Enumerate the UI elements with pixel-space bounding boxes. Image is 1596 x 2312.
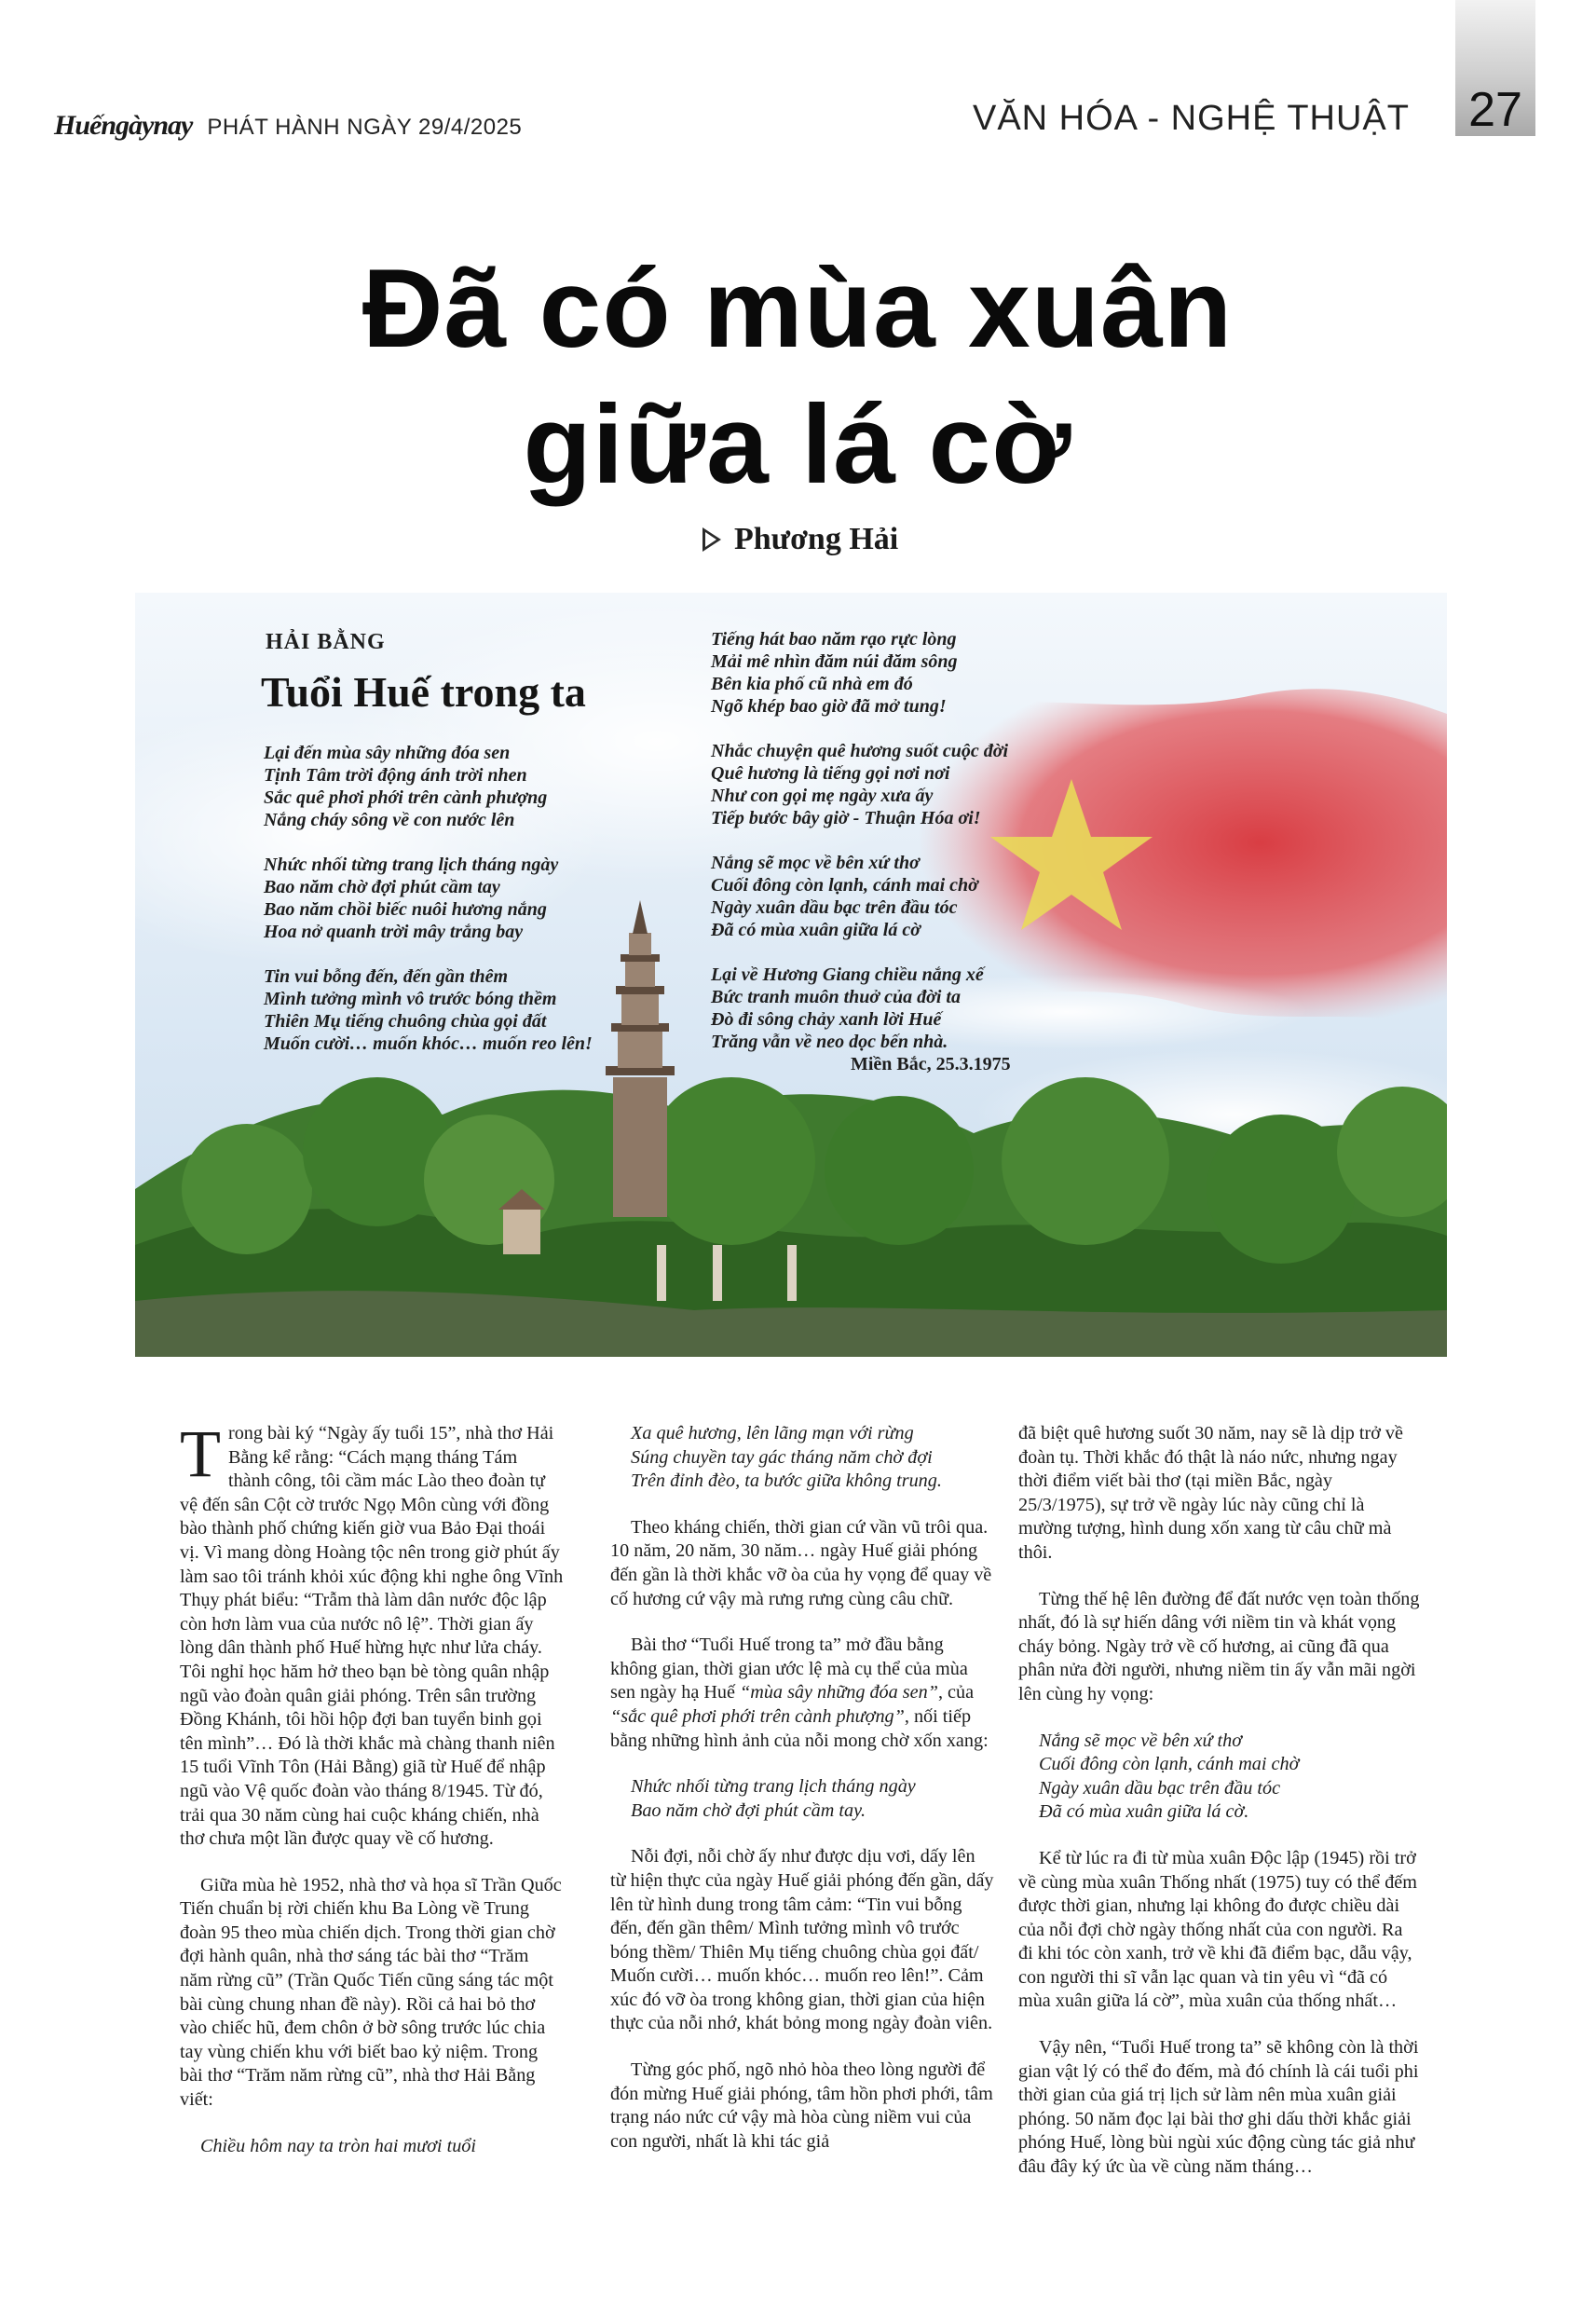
section-name: VĂN HÓA - NGHỆ THUẬT — [972, 99, 1410, 138]
poem-line: Trăng vẫn về neo dọc bến nhà. — [711, 1032, 948, 1052]
paragraph-text: rong bài ký “Ngày ấy tuổi 15”, nhà thơ Hải Bằng kể rằng: “Cách mạng tháng Tám thành công, tôi cầm mác Lào theo đoàn tự vệ đến sân Cột cờ trước Ngọ Môn cùng với đồng bào thành phố chứng kiến giờ vua Bảo Đại thoái vị. Vì mang dòng Hoàng tộc nên trong giờ phút ấy làm sao tôi tránh khỏi xúc động khi nghe ông Vĩnh Thụy phát biểu: “Trẫm thà làm dân nước độc lập còn hơn làm vua của nước nô lệ”. Thời gian ấy lòng dân thành phố Huế hừng hực như lửa cháy. Tôi nghỉ học hăm hở theo bạn bè tòng quân nhập ngũ vào đoàn quân giải phóng. Trên sân trường Đồng Khánh, tôi hồi hộp đợi ban tuyển binh gọi tên mình”… Đó là thời khắc mà chàng thanh niên 15 tuổi Vĩnh Tôn (Hải Bằng) giã từ Huế để nhập ngũ vào Vệ quốc đoàn vào tháng 8/1945. Từ đó, trải qua 30 năm cùng hai cuộc kháng chiến, nhà thơ chưa một lần được quay về cố hương. — [180, 1423, 564, 1850]
page-number: 27 — [1468, 83, 1522, 137]
title-line-2: giữa lá cờ — [523, 382, 1072, 507]
verse-line: Bao năm chờ đợi phút cầm tay. — [631, 1799, 866, 1821]
poem-stanza — [711, 740, 1011, 829]
article-column-1 — [180, 1416, 564, 2181]
verse-line: Chiều hôm nay ta tròn hai mươi tuổi — [200, 2135, 476, 2156]
verse-line: Súng chuyền tay gác tháng năm chờ đợi — [631, 1446, 933, 1468]
poem-line: Như con gọi mẹ ngày xưa ấy — [711, 786, 934, 806]
poem-line: Sắc quê phơi phới trên cành phượng — [264, 787, 548, 808]
poem-line: Nhức nhối từng trang lịch tháng ngày — [264, 855, 559, 875]
poem-stanza — [711, 628, 1011, 718]
poem-author: HẢI BẰNG — [266, 630, 386, 654]
verse-line: Ngày xuân dầu bạc trên đầu tóc — [1039, 1777, 1281, 1799]
poem-line: Tịnh Tâm trời động ánh trời nhen — [264, 765, 527, 786]
verse-line: Cuối đông còn lạnh, cánh mai chờ — [1039, 1754, 1300, 1775]
verse-line: Nắng sẽ mọc về bên xứ thơ — [1039, 1730, 1242, 1751]
issue-date: PHÁT HÀNH NGÀY 29/4/2025 — [207, 115, 523, 140]
paragraph: Giữa mùa hè 1952, nhà thơ và họa sĩ Trần Quốc Tiến chuẩn bị rời chiến khu Ba Lòng về Trung đoàn 95 theo mùa chiến dịch. Trong thời gian chờ đợi hành quân, nhà thơ sáng tác bài thơ “Trăm năm rừng cũ” (Trần Quốc Tiến cũng sáng tác một bài cùng chung nhan đề này). Rồi cả hai bỏ thơ vào chiếc hũ, đem chôn ở bờ sông trước lúc chia tay vùng chiến khu với biết bao kỷ niệm. Trong bài thơ “Trăm năm rừng cũ”, nhà thơ Hải Bằng viết: — [180, 1874, 562, 2111]
quote-text: “sắc quê phơi phới trên cành phượng” — [610, 1705, 905, 1727]
poem-line: Nắng sẽ mọc về bên xứ thơ — [711, 853, 920, 873]
paragraph — [180, 1416, 564, 1852]
poem-line: Bên kia phố cũ nhà em đó — [711, 674, 913, 694]
paragraph-text: , nối tiếp bằng những hình ảnh của nỗi mong chờ xốn xang: — [610, 1705, 989, 1751]
poem-line: Tiếng hát bao năm rạo rực lòng — [711, 629, 957, 650]
poem-line: Muốn cười… muốn khóc… muốn reo lên! — [264, 1033, 593, 1054]
verse-quote — [1018, 1730, 1421, 1825]
drop-cap: T — [180, 1416, 221, 1491]
verse-line: Xa quê hương, lên lãng mạn với rừng — [631, 1423, 914, 1443]
poem-line: Đò đi sông chảy xanh lời Huế — [711, 1009, 942, 1030]
paragraph-text: Bài thơ “Tuổi Huế trong ta” mở đầu bằng không gian, thời gian ước lệ mà cụ thể của mùa sen ngày hạ Huế — [610, 1635, 968, 1703]
poem-line: Bức tranh muôn thuở của đời ta — [711, 987, 961, 1007]
poem-line: Bao năm chờ đợi phút cầm tay — [264, 877, 500, 897]
hero-image — [135, 593, 1447, 1357]
article-column-2 — [610, 1422, 994, 2176]
title-line-1: Đã có mùa xuân — [361, 246, 1234, 371]
poem-line: Mải mê nhìn đăm núi đăm sông — [711, 651, 958, 672]
poem-stanza — [264, 965, 593, 1055]
verse-quote — [610, 1422, 994, 1494]
masthead — [54, 110, 522, 147]
poem-line: Lại đến mùa sây những đóa sen — [264, 743, 511, 763]
poem-signature: Miền Bắc, 25.3.1975 — [851, 1054, 1011, 1074]
poem-line: Hoa nở quanh trời mây trắng bay — [264, 922, 524, 942]
paragraph: Kể từ lúc ra đi từ mùa xuân Độc lập (1945) rồi trở về cùng mùa xuân Thống nhất (1975) tuy có thể đếm được thời gian, nhưng lại không đo được chiều dài của nỗi đợi chờ ngày thống nhất của con người. Ra đi khi tóc còn xanh, trở về khi đã điểm bạc, dẫu vậy, con người thi sĩ vẫn lạc quan và tin yêu vì “đã có mùa xuân giữa lá cờ”, mùa xuân của thống nhất… — [1018, 1847, 1417, 2012]
poem-stanza — [264, 854, 593, 943]
poem-line: Đã có mùa xuân giữa lá cờ — [711, 920, 921, 940]
article-title — [0, 240, 1596, 513]
poem-line: Tiếp bước bây giờ - Thuận Hóa ơi! — [711, 808, 981, 828]
author-name: Phương Hải — [734, 522, 899, 556]
poem-line: Ngõ khép bao giờ đã mở tung! — [711, 696, 947, 717]
poem-line: Quê hương là tiếng gọi nơi nơi — [711, 763, 950, 784]
paragraph: Theo kháng chiến, thời gian cứ vần vũ trôi qua. 10 năm, 20 năm, 30 năm… ngày Huế giải phóng đến gần là thời khắc vỡ òa của hy vọng để quay về cố hương cứ vậy mà rưng rưng cùng câu chữ. — [610, 1516, 992, 1609]
paragraph: Vậy nên, “Tuổi Huế trong ta” sẽ không còn là thời gian vật lý có thể đo đếm, mà đó chính là cái tuổi phi thời gian của giá trị lịch sử làm nên mùa xuân giải phóng. 50 năm đọc lại bài thơ ghi dấu thời khắc giải phóng Huế, lòng bùi ngùi xúc động cùng tác giả như đâu đây ký ức ùa về cùng năm tháng… — [1018, 2037, 1419, 2178]
paragraph: Nỗi đợi, nỗi chờ ấy như được dịu vơi, dấy lên từ hiện thực của ngày Huế giải phóng đến gần, dấy lên từ hình dung trong tâm cảm: “Tin vui bỗng đến, đến gần thêm/ Mình tưởng mình vô trước bóng thềm/ Thiên Mụ tiếng chuông chùa gọi đất/ Muốn cười… muốn khóc… muốn reo lên!”. Cảm xúc đó vỡ òa trong không gian, thời gian của hiện thực của nỗi nhớ, khát bỏng mong ngày đoàn viên. — [610, 1846, 994, 2034]
paragraph: đã biệt quê hương suốt 30 năm, nay sẽ là dịp trở về đoàn tụ. Thời khắc đó thật là náo nức, nhưng ngay thời điểm viết bài thơ (tại miền Bắc, ngày 25/3/1975), sự trở về ngày lúc này cũng chỉ là mường tượng, hình dung xốn xang từ câu chữ mà thôi. — [1018, 1423, 1403, 1563]
paragraph — [610, 1634, 994, 1753]
poem-stanza — [264, 742, 593, 831]
quote-text: “mùa sây những đóa sen” — [740, 1682, 938, 1703]
paragraph: Từng thế hệ lên đường để đất nước vẹn toàn thống nhất, đó là sự hiến dâng với niềm tin và khát vọng cháy bỏng. Ngày trở về cố hương, ai cũng đã qua phân nửa đời người, nhưng niềm tin ấy vẫn mãi ngời lên cùng hy vọng: — [1018, 1588, 1420, 1704]
poem-line: Mình tưởng mình vô trước bóng thềm — [264, 989, 557, 1009]
poem-title: Tuổi Huế trong ta — [261, 668, 586, 716]
article-column-3 — [1018, 1422, 1421, 2202]
poem-line: Bao năm chồi biếc nuôi hương nắng — [264, 899, 547, 920]
poem-column-1 — [264, 742, 593, 1077]
poem-column-2 — [711, 628, 1011, 1075]
verse-line: Nhức nhối từng trang lịch tháng ngày — [631, 1776, 916, 1798]
poem-line: Lại về Hương Giang chiều nắng xế — [711, 964, 984, 985]
poem-line: Nhắc chuyện quê hương suốt cuộc đời — [711, 741, 1009, 761]
paragraph-text: , của — [937, 1682, 975, 1703]
poem-stanza — [711, 964, 1011, 1075]
poem-line: Cuối đông còn lạnh, cánh mai chờ — [711, 875, 978, 896]
poem-line: Thiên Mụ tiếng chuông chùa gọi đất — [264, 1011, 547, 1032]
verse-quote — [180, 2135, 564, 2159]
poem-line: Ngày xuân dầu bạc trên đầu tóc — [711, 897, 958, 918]
poem-line: Tin vui bỗng đến, đến gần thêm — [264, 966, 509, 987]
poem-line: Nắng cháy sông về con nước lên — [264, 810, 515, 830]
play-triangle-icon — [703, 527, 721, 552]
verse-quote — [610, 1775, 994, 1823]
verse-line: Đã có mùa xuân giữa lá cờ. — [1039, 1801, 1249, 1823]
byline — [703, 518, 898, 561]
newspaper-logo: Huếngàynay — [54, 110, 193, 141]
verse-line: Trên đỉnh đèo, ta bước giữa không trung. — [631, 1471, 942, 1492]
poem-stanza — [711, 852, 1011, 941]
paragraph: Từng góc phố, ngõ nhỏ hòa theo lòng người để đón mừng Huế giải phóng, tâm hồn phơi phới, tâm trạng náo nức cứ vậy mà hòa cùng niềm vui của con người, nhất là khi tác giả — [610, 2059, 993, 2152]
